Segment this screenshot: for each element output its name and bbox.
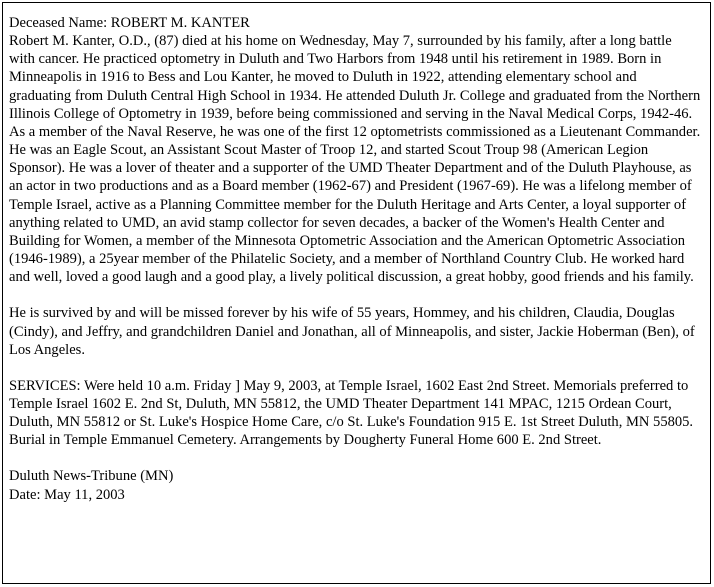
deceased-name-line: Deceased Name: ROBERT M. KANTER xyxy=(9,15,250,31)
date-line: Date: May 11, 2003 xyxy=(9,486,125,503)
paragraph-spacer xyxy=(9,359,701,377)
source-line: Duluth News-Tribune (MN) xyxy=(9,468,174,485)
paragraph-spacer xyxy=(9,449,701,467)
paragraph-spacer xyxy=(9,286,701,304)
services-paragraph: SERVICES: Were held 10 a.m. Friday ] May 9, 2003, at Temple Israel, 1602 East 2nd Street. Memorials preferred to Temple Israel 1602 E. 2nd St, Duluth, MN 55812, the UMD Theater Department 141 MPAC, 1215 Ordean Court, Duluth, MN 55812 or St. Luke's Hospice Home Care, c/o St. Luke's Foundation 915 E. 1st Street Duluth, MN 55805. Burial in Temple Emmanuel Cemetery. Arrangements by Dougherty Funeral Home 600 E. 2nd Street. xyxy=(9,377,694,449)
biography-paragraph: Robert M. Kanter, O.D., (87) died at his home on Wednesday, May 7, surrounded by his family, after a long battle with cancer. He practiced optometry in Duluth and Two Harbors from 1948 until his retirement in 1989. Born in Minneapolis in 1916 to Bess and Lou Kanter, he moved to Duluth in 1922, attending elementary school and graduating from Duluth Central High School in 1934. He attended Duluth Jr. College and graduated from the Northern Illinois College of Optometry in 1939, before being commissioned and serving in the Naval Medical Corps, 1942-46. As a member of the Naval Reserve, he was one of the first 12 optometrists commissioned as a Lieutenant Commander. He was an Eagle Scout, an Assistant Scout Master of Troop 12, and started Scout Troup 98 (American Legion Sponsor). He was a lover of theater and a supporter of the UMD Theater Department and of the Duluth Playhouse, as an actor in two productions and as a Board member (1962-67) and President (1967-69). He was a lifelong member of Temple Israel, active as a Planning Committee member for the Duluth Heritage and Arts Center, a loyal supporter of anything related to UMD, an avid stamp collector for seven decades, a backer of the Women's Health Center and Building for Women, a member of the Minnesota Optometric Association and the American Optometric Association (1946-1989), a 25year member of the Philatelic Society, and a member of Northland Country Club. He worked hard and well, loved a good laugh and a good play, a lively political discussion, a great hobby, good friends and his family. xyxy=(9,33,701,286)
obituary-document xyxy=(9,14,701,504)
survivors-paragraph: He is survived by and will be missed forever by his wife of 55 years, Hommey, and his children, Claudia, Douglas (Cindy), and Jeffry, and grandchildren Daniel and Jonathan, all of Minneapolis, and sister, Jackie Hoberman (Ben), of Los Angeles. xyxy=(9,305,695,358)
